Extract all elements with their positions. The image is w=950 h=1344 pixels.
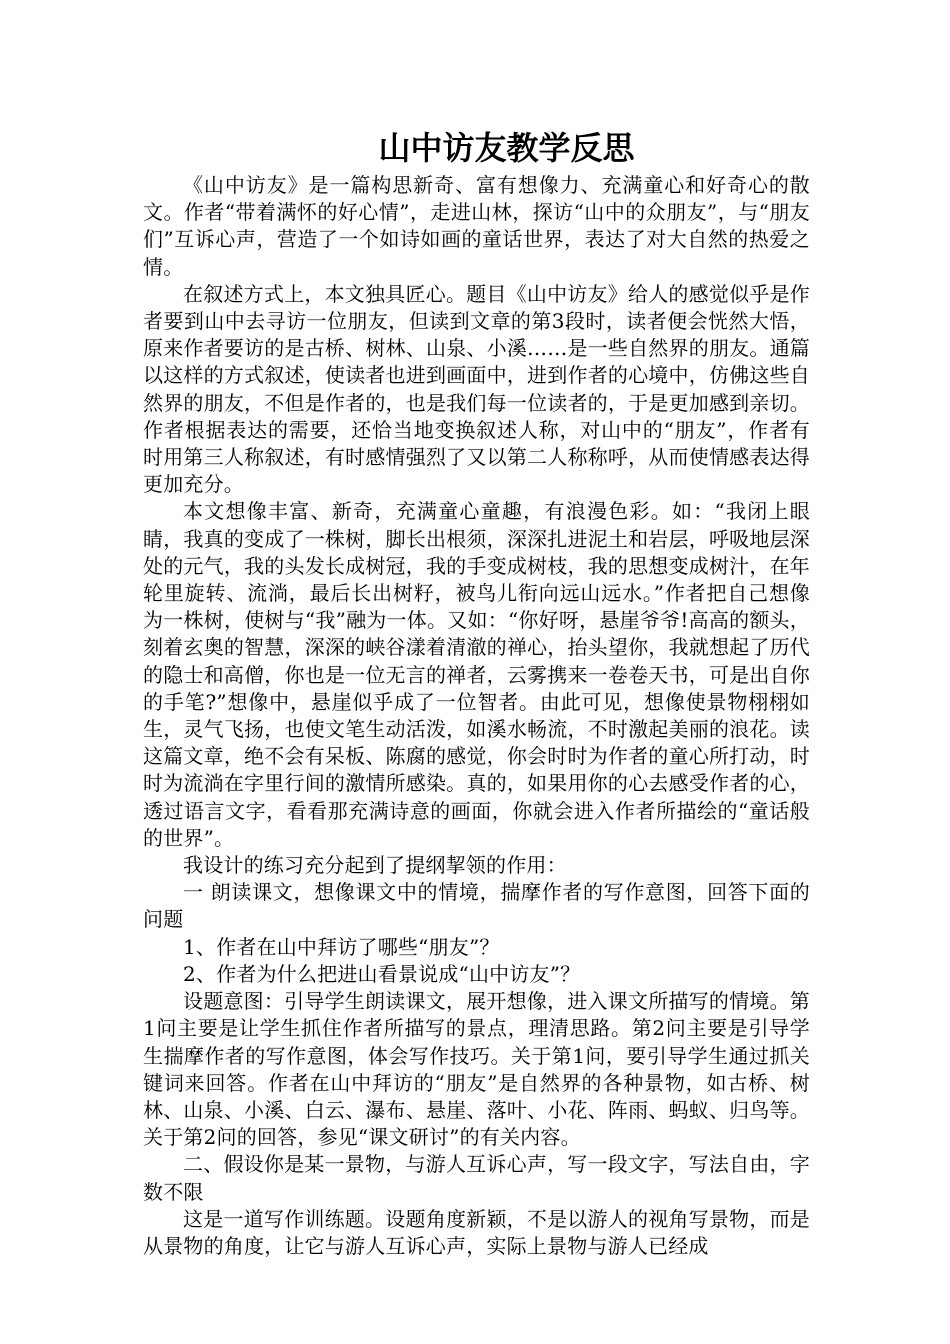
paragraph-imagination: 本文想像丰富、新奇，充满童心童趣，有浪漫色彩。如：“我闭上眼睛，我真的变成了一株树，脚长出根须，深深扎进泥土和岩层，呼吸地层深处的元气，我的头发长成树冠，我的手变成树枝，我的思想变成树汁，在年轮里旋转、流淌，最后长出树籽，被鸟儿衔向远山远水。”作者把自己想像为一株树，使树与“我”融为一体。又如：“你好呀，悬崖爷爷!高高的额头，刻着玄奥的智慧，深深的峡谷漾着清澈的禅心，抬头望你，我就想起了历代的隐士和高僧，你也是一位无言的禅者，云雾携来一卷卷天书，可是出自你的手笔?”想像中，悬崖似乎成了一位智者。由此可见，想像使景物栩栩如生，灵气飞扬，也使文笔生动活泼，如溪水畅流，不时激起美丽的浪花。读这篇文章，绝不会有呆板、陈腐的感觉，你会时时为作者的童心所打动，时时为流淌在字里行间的激情所感染。真的，如果用你的心去感受作者的心，透过语言文字，看看那充满诗意的画面，你就会进入作者所描绘的“童话般的世界”。 (143, 499, 810, 850)
paragraph-design-intent: 设题意图：引导学生朗读课文，展开想像，进入课文所描写的情境。第1问主要是让学生抓住作者所描写的景点，理清思路。第2问主要是引导学生揣摩作者的写作意图，体会写作技巧。关于第1问，要引导学生通过抓关键词来回答。作者在山中拜访的“朋友”是自然界的各种景物，如古桥、树林、山泉、小溪、白云、瀑布、悬崖、落叶、小花、阵雨、蚂蚁、归鸟等。关于第2问的回答，参见“课文研讨”的有关内容。 (143, 989, 810, 1150)
paragraph-exercise-one: 一 朗读课文，想像课文中的情境，揣摩作者的写作意图，回答下面的问题 (143, 880, 810, 932)
paragraph-question-one: 1、作者在山中拜访了哪些“朋友”？ (183, 934, 500, 959)
document-title: 山中访友教学反思 (378, 129, 635, 167)
paragraph-exercise-two: 二、假设你是某一景物，与游人互诉心声，写一段文字，写法自由，字数不限 (143, 1152, 810, 1204)
paragraph-question-two: 2、作者为什么把进山看景说成“山中访友”？ (183, 961, 581, 986)
paragraph-intro: 《山中访友》是一篇构思新奇、富有想像力、充满童心和好奇心的散文。作者“带着满怀的好心情”，走进山林，探访“山中的众朋友”，与“朋友们”互诉心声，营造了一个如诗如画的童话世界，表达了对大自然的热爱之情。 (143, 173, 810, 279)
paragraph-writing-training: 这是一道写作训练题。设题角度新颖，不是以游人的视角写景物，而是从景物的角度，让它与游人互诉心声，实际上景物与游人已经成 (143, 1206, 810, 1258)
paragraph-narration: 在叙述方式上，本文独具匠心。题目《山中访友》给人的感觉似乎是作者要到山中去寻访一位朋友，但读到文章的第3段时，读者便会恍然大悟，原来作者要访的是古桥、树林、山泉、小溪……是一些自然界的朋友。通篇以这样的方式叙述，使读者也进到画面中，进到作者的心境中，仿佛这些自然界的朋友，不但是作者的，也是我们每一位读者的，于是更加感到亲切。作者根据表达的需要，还恰当地变换叙述人称，对山中的“朋友”，作者有时用第三人称叙述，有时感情强烈了又以第二人称称呼，从而使情感表达得更加充分。 (143, 281, 810, 497)
paragraph-exercise-intro: 我设计的练习充分起到了提纲挈领的作用： (183, 853, 567, 878)
document-body (143, 128, 810, 1260)
